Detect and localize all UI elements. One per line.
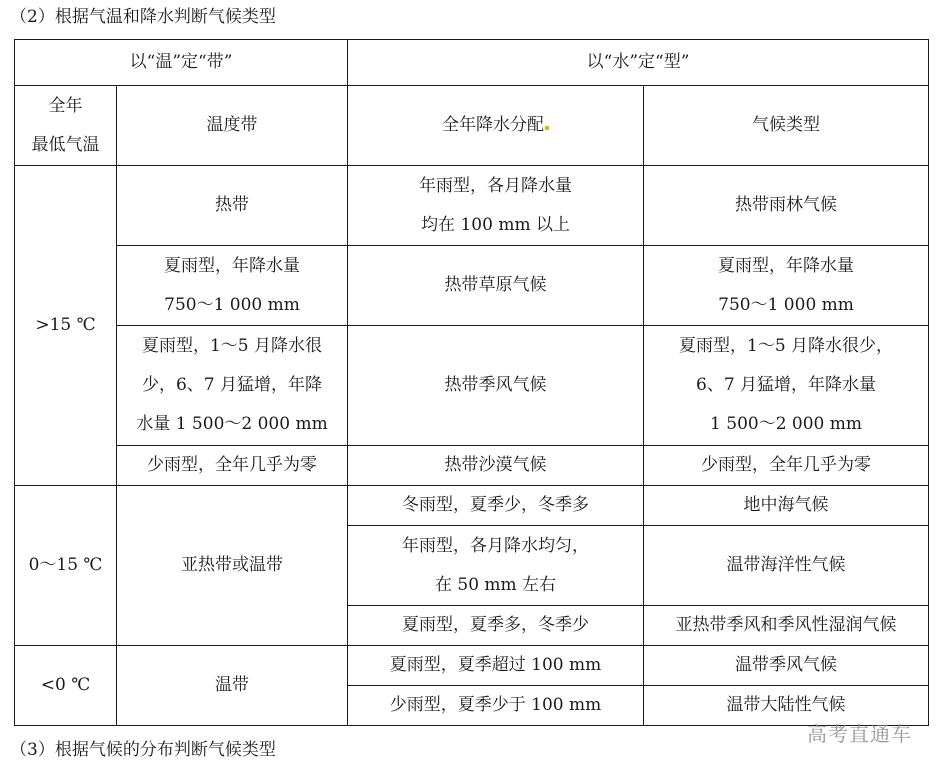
cell-zone-tropical: 热带 [117,166,348,246]
table-row [15,166,929,246]
cell-type-row3-line3: 1 500～2 000 mm [710,414,863,434]
col-header-min-temp-line2: 最低气温 [31,134,100,155]
cell-zone-row2-line1: 夏雨型，年降水量 [164,255,300,276]
cell-type-row2 [644,246,929,326]
cell-precip-row1-line2: 均在 100 mm 以上 [421,214,570,235]
cell-type-row5: 地中海气候 [644,486,929,526]
cell-precip-row4: 热带沙漠气候 [348,446,644,486]
cell-zone-subtropical-temperate: 亚热带或温带 [117,486,348,646]
cell-min-temp-0-15: 0～15 ℃ [15,486,117,646]
table-row [15,646,929,686]
cell-precip-row6 [348,526,644,606]
cell-zone-temperate: 温带 [117,646,348,726]
cell-type-row1: 热带雨林气候 [644,166,929,246]
cell-type-row7: 亚热带季风和季风性湿润气候 [644,606,929,646]
section-heading-2: （2）根据气温和降水判断气候类型 [10,7,276,27]
group-header-precipitation: 以“水”定“型” [348,40,929,86]
table-row [15,246,929,326]
cell-type-row6: 温带海洋性气候 [644,526,929,606]
section-heading-3: （3）根据气候的分布判断气候类型 [10,740,276,760]
col-header-min-temperature [15,86,117,166]
cell-type-row3 [644,326,929,446]
cell-zone-row2-line2: 750～1 000 mm [164,294,300,315]
col-header-climate-type: 气候类型 [644,86,929,166]
col-header-precipitation-distribution [348,86,644,166]
group-header-temperature: 以“温”定“带” [15,40,348,86]
highlight-mark [545,126,549,130]
cell-type-row4: 少雨型，全年几乎为零 [644,446,929,486]
cell-min-temp-below-0: <0 ℃ [15,646,117,726]
watermark-logo: 高考直通车 [807,722,912,746]
cell-precip-row6-line2: 在 50 mm 左右 [434,574,557,595]
cell-type-row2-line2: 750～1 000 mm [718,294,854,315]
col-header-temperature-zone: 温度带 [117,86,348,166]
cell-type-row9: 温带大陆性气候 [644,686,929,726]
climate-type-table [14,39,929,726]
cell-type-row3-line1: 夏雨型，1～5 月降水很少， [679,336,894,356]
cell-type-row2-line1: 夏雨型，年降水量 [718,255,855,276]
cell-type-row3-line2: 6、7 月猛增，年降水量 [696,375,877,395]
cell-precip-row6-line1: 年雨型，各月降水均匀， [402,535,590,556]
cell-precip-row3: 热带季风气候 [348,326,644,446]
cell-precip-row5: 冬雨型，夏季少，冬季多 [348,486,644,526]
cell-type-row8: 温带季风气候 [644,646,929,686]
cell-zone-row4: 少雨型，全年几乎为零 [117,446,348,486]
cell-precip-row2: 热带草原气候 [348,246,644,326]
cell-zone-row2 [117,246,348,326]
cell-zone-row3-line2: 少，6、7 月猛增，年降 [141,375,323,395]
cell-precip-row9: 少雨型，夏季少于 100 mm [348,686,644,726]
cell-precip-row7: 夏雨型，夏季多，冬季少 [348,606,644,646]
col-header-min-temp-line1: 全年 [48,95,83,116]
col-header-precipitation-label: 全年降水分配 [442,115,545,135]
cell-zone-row3-line3: 水量 1 500～2 000 mm [136,414,328,434]
cell-precip-row8: 夏雨型，夏季超过 100 mm [348,646,644,686]
cell-precip-row1-line1: 年雨型，各月降水量 [419,175,573,196]
cell-precip-row1 [348,166,644,246]
cell-min-temp-above-15: >15 ℃ [15,166,117,486]
table-row [15,326,929,446]
cell-zone-row3 [117,326,348,446]
table-row [15,486,929,526]
cell-zone-row3-line1: 夏雨型，1～5 月降水很 [141,336,323,356]
table-row [15,446,929,486]
